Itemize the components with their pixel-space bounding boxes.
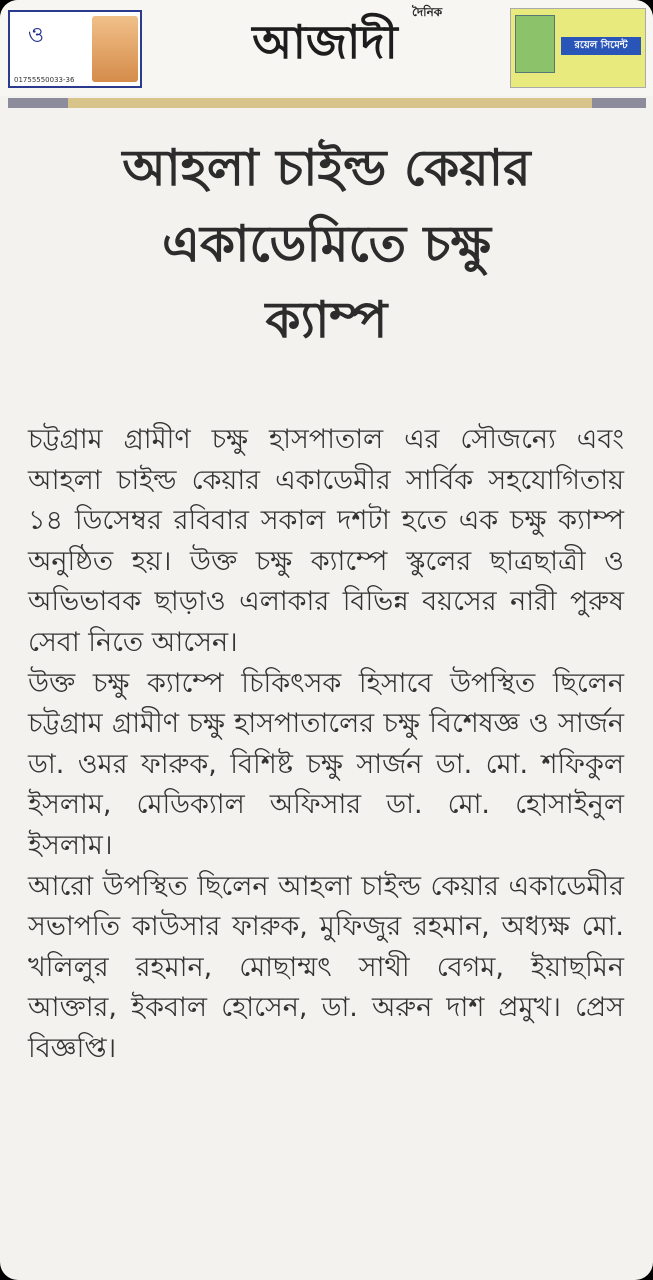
paragraph-1: চট্টগ্রাম গ্রামীণ চক্ষু হাসপাতাল এর সৌজন্যে এবং আহলা চাইল্ড কেয়ার একাডেমীর সার্বিক সহযোগিতায় ১৪ ডিসেম্বর রবিবার সকাল দশটা হতে এক চক্ষু ক্যাম্প অনুষ্ঠিত হয়। উক্ত চক্ষু ক্যাম্পে স্কুলের ছাত্রছাত্রী ও অভিভাবক ছাড়াও এলাকার বিভিন্ন বয়সের নারী পুরুষ সেবা নিতে আসেন। (28, 424, 624, 658)
paragraph-3: আরো উপস্থিত ছিলেন আহলা চাইল্ড কেয়ার একাডেমীর সভাপতি কাউসার ফারুক, মুফিজুর রহমান, অধ্যক্ষ মো. খলিলুর রহমান, মোছাম্মৎ সাথী বেগম, ইয়াছমিন আক্তার, ইকবাল হোসেন, ডা. অরুন দাশ প্রমুখ। প্রেস বিজ্ঞপ্তি। (28, 870, 624, 1064)
article-body (28, 420, 624, 1070)
title-prefix: দৈনিক (412, 5, 443, 19)
headline (0, 130, 653, 358)
ad-logo-icon: ও (27, 23, 45, 48)
headline-line-3: ক্যাম্প (265, 291, 388, 349)
left-advertisement (8, 10, 142, 88)
ad-phone: 01755550033-36 (14, 76, 75, 84)
newspaper-title (150, 4, 500, 90)
cement-bag-icon (515, 15, 555, 73)
headline-line-1: আহলা চাইল্ড কেয়ার (122, 139, 531, 197)
masthead (0, 0, 653, 96)
ad-product-image (92, 16, 138, 82)
date-strip (8, 98, 646, 108)
right-advertisement (510, 8, 646, 88)
paragraph-2: উক্ত চক্ষু ক্যাম্পে চিকিৎসক হিসাবে উপস্থিত ছিলেন চট্টগ্রাম গ্রামীণ চক্ষু হাসপাতালের চক্ষু বিশেষজ্ঞ ও সার্জন ডা. ওমর ফারুক, বিশিষ্ট চক্ষু সার্জন ডা. মো. শফিকুল ইসলাম, মেডিক্যাল অফিসার ডা. মো. হোসাইনুল ইসলাম। (28, 667, 624, 861)
title-main: আজাদী (252, 15, 398, 69)
ad-brand: রয়েল সিমেন্ট (561, 37, 641, 55)
headline-line-2: একাডেমিতে চক্ষু (162, 215, 491, 273)
